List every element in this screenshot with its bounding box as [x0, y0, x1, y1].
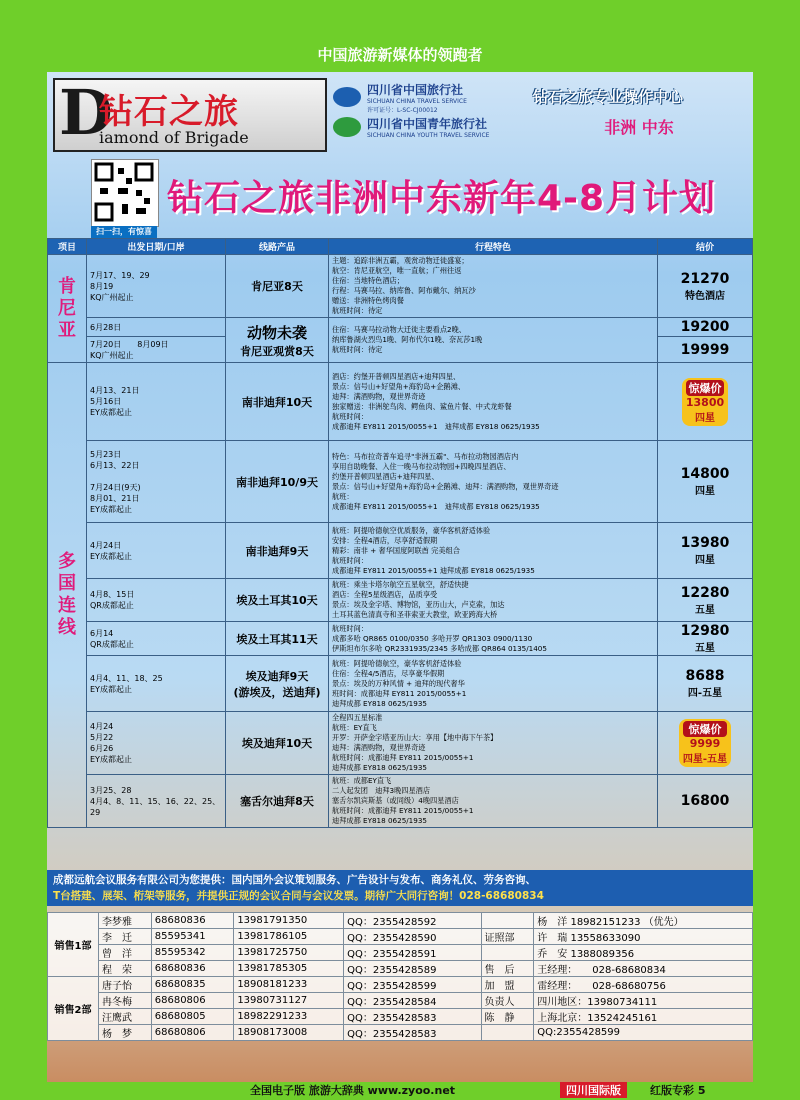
row-price	[658, 255, 753, 318]
contact-name: 冉冬梅	[99, 993, 152, 1009]
agency-block	[333, 82, 533, 148]
ad-banner	[47, 870, 753, 906]
contact-tel: 68680806	[151, 1025, 234, 1041]
headline: 钻石之旅非洲中东新年4-8月计划	[167, 178, 717, 219]
table-row	[48, 523, 753, 579]
row-product: 南非迪拜10/9天	[226, 441, 329, 523]
contact-mobile: 13981785305	[234, 961, 344, 977]
product-name: 动物未袭	[246, 323, 307, 342]
contact-mobile: 13981791350	[234, 913, 344, 929]
contact-right: 雷经理： 028-68680756	[534, 977, 753, 993]
row-itinerary: 航班：阿提哈德航空，豪华客机舒适体验 住宿：全程4/5酒店，尽享豪华假期 景点：埃及的万种风情 + 迪拜的现代奢华 班时间：成都迪拜 EY811 2015/0055+1 迪拜成都 EY818 0625/1935	[329, 656, 658, 712]
contact-row	[48, 913, 753, 929]
row-product: 南非迪拜10天	[226, 363, 329, 441]
contact-tel: 68680806	[151, 993, 234, 1009]
plan-table	[47, 238, 753, 828]
table-row	[48, 712, 753, 775]
contact-role: 售 后	[481, 961, 534, 977]
itinerary-part-2: 航班时间：待定	[332, 345, 383, 354]
sales-group: 销售1部	[48, 913, 99, 977]
contact-role: 证照部	[481, 929, 534, 945]
brand-logo	[53, 78, 327, 152]
table-row	[48, 622, 753, 656]
contact-mobile: 13981725750	[234, 945, 344, 961]
row-dates: 3月25、28 4月4、8、11、15、16、22、25、29	[87, 775, 226, 828]
price-value: 9999	[689, 737, 721, 750]
qr-pattern-icon	[92, 160, 156, 224]
row-product: 塞舌尔迪拜8天	[226, 775, 329, 828]
row-price	[658, 622, 753, 656]
col-itinerary: 行程特色	[329, 239, 658, 255]
price-tier: 特色酒店	[685, 290, 725, 302]
table-row	[48, 775, 753, 828]
price-value: 8688	[685, 668, 725, 684]
price-tier: 五星	[695, 643, 715, 654]
agency-line2-en: SICHUAN CHINA YOUTH TRAVEL SERVICE	[367, 132, 490, 139]
contact-role	[481, 1025, 534, 1041]
contact-role: 加 盟	[481, 977, 534, 993]
agency-line1: 四川省中国旅行社	[367, 82, 464, 97]
hot-label: 惊爆价	[686, 380, 724, 396]
contact-qq: QQ：2355428591	[344, 945, 481, 961]
contact-right: 四川地区：13980734111	[534, 993, 753, 1009]
table-row	[48, 579, 753, 622]
agency-license: 许可证号：L-SC-CJ00012	[367, 106, 438, 114]
contacts-table	[47, 912, 753, 1041]
region-kenya: 肯尼亚	[48, 255, 87, 363]
contact-name: 程 荣	[99, 961, 152, 977]
row-itinerary: 航班：阿提哈德航空优质服务，豪华客机舒适体验 安排：全程4酒店，尽享舒适假期 精彩：南非 + 奢华国度阿联酋 完美组合 航班时间： 成都迪拜 EY811 2015/0055+1 迪拜成都 EY818 0625/1935	[329, 523, 658, 579]
contact-right: 上海北京：13524245161	[534, 1009, 753, 1025]
row-product: 埃及土耳其11天	[226, 622, 329, 656]
table-row	[48, 656, 753, 712]
row-price: 19200	[658, 318, 753, 337]
ad-line2: T台搭建、展架、桁架等服务，并提供正规的会议合同与会议发票。期待广大同行咨询！028-68680834	[53, 890, 544, 902]
row-dates: 5月23日 6月13、22日 7月24日(9天) 8月01、21日 EY成都起止	[87, 441, 226, 523]
contact-name: 杨 梦	[99, 1025, 152, 1041]
contact-role	[481, 913, 534, 929]
row-itinerary: 特色：马布拉奇普车追寻"非洲五霸"、马布拉动物园酒店内 享用自助晚餐、入住一晚马布拉动物园+四晚四星酒店、 约堡开普顿四星酒店+迪拜四星、 景点：信号山+好望角+海豹岛+企鹅滩、迪拜：满酒购物，观世界奇迹 航班： 成都迪拜 EY811 2015/0055+1 迪拜成都 EY818 0625/1935	[329, 441, 658, 523]
hot-price-badge	[682, 378, 728, 426]
contact-role: 陈 静	[481, 1009, 534, 1025]
row-itinerary	[329, 318, 658, 363]
row-dates: 4月24 5月22 6月26 EY成都起止	[87, 712, 226, 775]
footer-bar	[0, 1082, 800, 1100]
logo-letter: D	[59, 76, 113, 149]
contact-name: 曾 洋	[99, 945, 152, 961]
contact-right: 王经理： 028-68680834	[534, 961, 753, 977]
plan-header-row	[48, 239, 753, 255]
region-multi: 多国连线	[48, 363, 87, 828]
contact-qq: QQ：2355428584	[344, 993, 481, 1009]
row-itinerary: 酒店：约堡开普顿四星酒店+迪拜四星、 景点：信号山+好望角+海豹岛+企鹅滩、 迪拜：满酒购物，观世界奇迹 独家赠送：非洲鸵鸟肉、鳄鱼肉、鲨鱼片餐、中式龙虾餐 航班时间： 成都迪拜 EY811 2015/0055+1 迪拜成都 EY818 0625/1935	[329, 363, 658, 441]
price-tier: 四-五星	[687, 688, 723, 699]
row-itinerary: 航班：乘坐卡塔尔航空五星航空，舒适快捷 酒店：全程5星级酒店，品质享受 景点：埃及金字塔、博物馆，亚历山大，卢克索，加达 土耳其蓝色清真寺和圣菲索亚大教堂，欧亚跨海大桥	[329, 579, 658, 622]
contact-tel: 85595341	[151, 929, 234, 945]
price-value: 12280	[680, 584, 730, 601]
row-dates: 6月28日	[87, 318, 226, 337]
row-product: 南非迪拜9天	[226, 523, 329, 579]
price-tier: 四星	[695, 412, 715, 424]
price-value: 14800	[680, 466, 730, 482]
contact-tel: 68680835	[151, 977, 234, 993]
top-banner: 中国旅游新媒体的领跑者	[317, 46, 483, 64]
col-product: 线路产品	[226, 239, 329, 255]
contact-row	[48, 1009, 753, 1025]
contact-mobile: 18982291233	[234, 1009, 344, 1025]
contact-mobile: 13980731127	[234, 993, 344, 1009]
row-itinerary: 航班时间： 成都多哈 QR865 0100/0350 多哈开罗 QR1303 0900/1130 伊斯坦布尔多哈 QR2331935/2345 多哈成都 QR864 0135/1405	[329, 622, 658, 656]
table-row	[48, 363, 753, 441]
col-price: 结价	[658, 239, 753, 255]
contact-row	[48, 945, 753, 961]
col-item: 项目	[48, 239, 87, 255]
price-value: 21270	[680, 270, 730, 287]
row-dates: 6月14 QR成都起止	[87, 622, 226, 656]
sales-group: 销售2部	[48, 977, 99, 1041]
contact-name: 李 迁	[99, 929, 152, 945]
contact-qq: QQ：2355428590	[344, 929, 481, 945]
contact-row	[48, 977, 753, 993]
cyts-emblem-icon	[333, 117, 361, 137]
price-tier: 五星	[695, 604, 715, 616]
table-row	[48, 318, 753, 337]
row-dates: 4月8、15日 QR成都起止	[87, 579, 226, 622]
ad-line1: 成都远航会议服务有限公司为您提供：国内国外会议策划服务、广告设计与发布、商务礼仪、劳务咨询、	[53, 874, 536, 886]
row-itinerary: 主题：追踪非洲五霸，观赏动物迁徙盛宴； 航空：肯尼亚航空，唯一直航；广州往返 住宿：当地特色酒店； 行程：马赛马拉、纳库鲁、阿布戴尔、纳瓦沙 赠送：非洲特色烤肉餐 航班时间：待定	[329, 255, 658, 318]
logo-subtitle: iamond of Brigade	[99, 128, 249, 147]
hot-label: 惊爆价	[683, 721, 727, 737]
contact-right: 乔 安 1388089356	[534, 945, 753, 961]
agency-line1-en: SICHUAN CHINA TRAVEL SERVICE	[367, 97, 467, 105]
row-itinerary: 航班：成都EY直飞 二人起发团 迪拜3晚四星酒店 塞舌尔凯宾斯基（或同级）4晚四星酒店 航班时间：成都迪拜 EY811 2015/0055+1 迪拜成都 EY818 0625/1935	[329, 775, 658, 828]
row-price	[658, 712, 753, 775]
col-dates: 出发日期/口岸	[87, 239, 226, 255]
contact-tel: 68680805	[151, 1009, 234, 1025]
contact-right: QQ:2355428599	[534, 1025, 753, 1041]
contact-tel: 85595342	[151, 945, 234, 961]
row-price	[658, 441, 753, 523]
contact-mobile: 18908181233	[234, 977, 344, 993]
center-title: 钻石之旅专业操作中心	[533, 88, 684, 106]
row-price	[658, 656, 753, 712]
contact-qq: QQ：2355428583	[344, 1025, 481, 1041]
price-tier: 四星-五星	[682, 754, 728, 765]
row-product: 埃及土耳其10天	[226, 579, 329, 622]
row-price	[658, 523, 753, 579]
logo-title: 钻石之旅	[99, 92, 239, 132]
row-price: 19999	[658, 337, 753, 363]
footer-right: 红版专彩 5	[650, 1084, 706, 1097]
center-sub: 非洲 中东	[604, 118, 674, 137]
price-tier: 四星	[695, 555, 715, 566]
contact-qq: QQ：2355428583	[344, 1009, 481, 1025]
row-price	[658, 363, 753, 441]
contact-qq: QQ：2355428599	[344, 977, 481, 993]
row-price: 16800	[658, 775, 753, 828]
itinerary-part: 住宿：马赛马拉动物大迁徙主要看点2晚、 纳库鲁湖火烈鸟1晚、阿布代尔1晚、奈瓦莎1晚	[332, 325, 483, 344]
contact-tel: 68680836	[151, 961, 234, 977]
contact-mobile: 13981786105	[234, 929, 344, 945]
footer-pill: 四川国际版	[560, 1082, 627, 1098]
table-row	[48, 255, 753, 318]
footer-left[interactable]: 全国电子版 旅游大辞典 www.zyoo.net	[250, 1084, 456, 1097]
row-dates: 7月20日 8月09日 KQ广州起止	[87, 337, 226, 363]
cts-emblem-icon	[333, 87, 361, 107]
contact-row	[48, 961, 753, 977]
contact-row	[48, 993, 753, 1009]
contact-right: 杨 洋 18982151233 （优先）	[534, 913, 753, 929]
agency-line2: 四川省中国青年旅行社	[367, 117, 488, 131]
contact-row	[48, 1025, 753, 1041]
contact-role: 负责人	[481, 993, 534, 1009]
row-dates: 4月13、21日 5月16日 EY成都起止	[87, 363, 226, 441]
contact-name: 李梦雅	[99, 913, 152, 929]
row-itinerary: 全程四五星标准 航班：EY直飞 开罗：开萨金字塔亚历山大：享用【地中海下午茶】 迪拜：满酒购物，观世界奇迹 航班时间：成都迪拜 EY811 2015/0055+1 迪拜成都 EY818 0625/1935	[329, 712, 658, 775]
row-price	[658, 579, 753, 622]
contact-mobile: 18908173008	[234, 1025, 344, 1041]
price-value: 13800	[685, 395, 725, 409]
product-name-2: 肯尼亚观赏8天	[240, 344, 314, 358]
qr-caption: 扫一扫，有惊喜	[91, 226, 157, 238]
row-product	[226, 318, 329, 363]
price-value: 12980	[680, 623, 730, 639]
contact-role	[481, 945, 534, 961]
contact-qq: QQ：2355428592	[344, 913, 481, 929]
flyer-panel	[47, 72, 753, 1082]
contact-row	[48, 929, 753, 945]
row-dates: 7月17、19、29 8月19 KQ广州起止	[87, 255, 226, 318]
row-dates: 4月4、11、18、25 EY成都起止	[87, 656, 226, 712]
price-tier: 四星	[695, 486, 715, 497]
qr-code[interactable]	[91, 159, 159, 227]
operation-center	[533, 86, 745, 138]
contact-name: 唐子怡	[99, 977, 152, 993]
price-value: 13980	[680, 535, 730, 551]
hot-price-badge	[679, 719, 731, 767]
row-dates: 4月24日 EY成都起止	[87, 523, 226, 579]
row-product: 埃及迪拜9天 (游埃及，送迪拜)	[226, 656, 329, 712]
table-row	[48, 441, 753, 523]
contact-tel: 68680836	[151, 913, 234, 929]
contact-name: 汪鹰武	[99, 1009, 152, 1025]
contact-right: 许 瑞 13558633090	[534, 929, 753, 945]
contact-qq: QQ：2355428589	[344, 961, 481, 977]
row-product: 埃及迪拜10天	[226, 712, 329, 775]
row-product: 肯尼亚8天	[226, 255, 329, 318]
